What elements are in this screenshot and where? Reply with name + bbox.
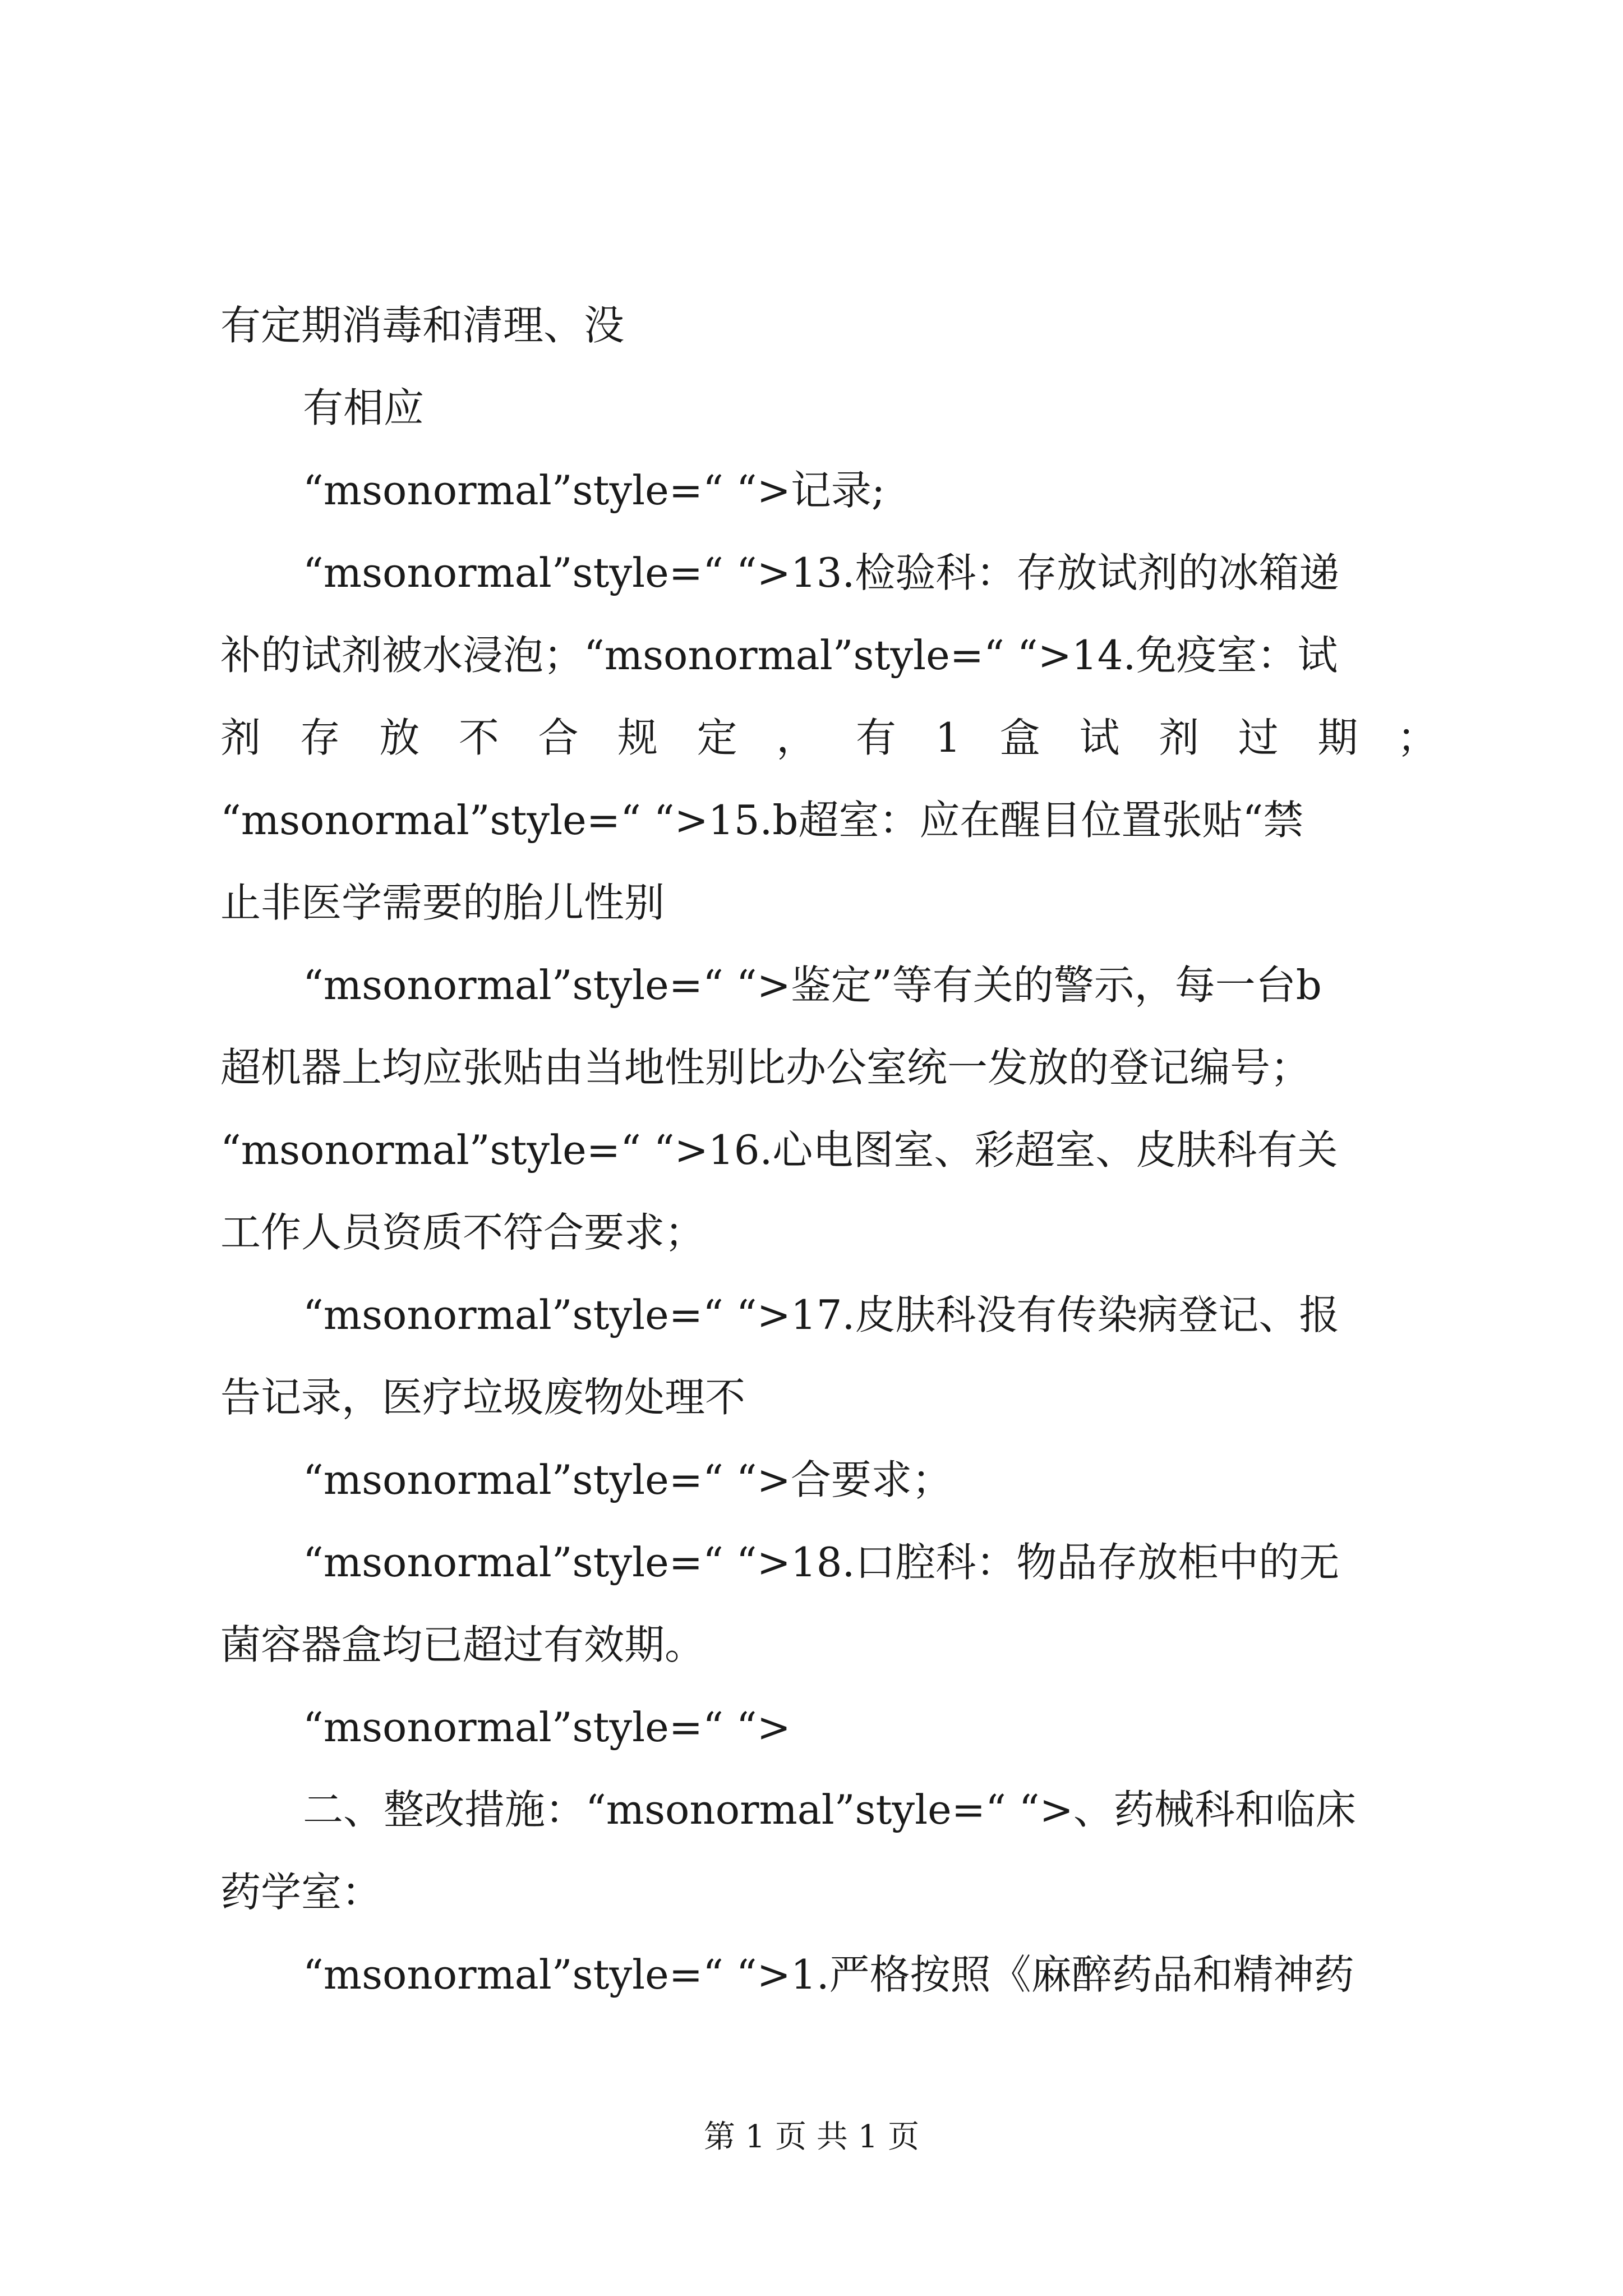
text-token: 过: [1238, 714, 1279, 761]
text-token: 规: [617, 714, 658, 761]
text-line: 止非医学需要的胎儿性别: [220, 879, 665, 926]
text-token: 1: [935, 714, 961, 761]
text-token: 盒: [999, 714, 1040, 761]
text-token: 不: [458, 714, 499, 761]
text-line: “msonormal”style=“ “>: [303, 1704, 791, 1751]
text-line: “msonormal”style=“ “>18.口腔科：物品存放柜中的无: [303, 1539, 1340, 1586]
text-line: “msonormal”style=“ “>16.心电图室、彩超室、皮肤科有关: [220, 1126, 1338, 1174]
text-line: 药学室：: [220, 1869, 382, 1916]
justified-text-line: [220, 710, 1437, 766]
text-token: ；: [1396, 714, 1437, 761]
text-token: 定: [697, 714, 737, 761]
text-line: 有定期消毒和清理、没: [220, 302, 625, 349]
text-line: “msonormal”style=“ “>1.严格按照《麻醉药品和精神药: [303, 1951, 1354, 1998]
text-token: ，: [776, 714, 817, 761]
text-line: 菌容器盒均已超过有效期。: [220, 1621, 706, 1668]
text-line: “msonormal”style=“ “>合要求；: [303, 1456, 952, 1503]
text-token: 放: [379, 714, 420, 761]
text-line: 二、整改措施：“msonormal”style=“ “>、药械科和临床: [303, 1786, 1356, 1833]
text-line: “msonormal”style=“ “>记录;: [303, 467, 886, 514]
text-line: 告记录，医疗垃圾废物处理不: [220, 1374, 746, 1421]
text-token: 试: [1079, 714, 1120, 761]
text-token: 合: [538, 714, 579, 761]
text-line: “msonormal”style=“ “>13.检验科：存放试剂的冰箱递: [303, 549, 1340, 596]
text-line: “msonormal”style=“ “>鉴定”等有关的警示，每一台b: [303, 961, 1322, 1009]
text-line: “msonormal”style=“ “>17.皮肤科没有传染病登记、报: [303, 1291, 1340, 1338]
text-line: “msonormal”style=“ “>15.b超室：应在醒目位置张贴“禁: [220, 797, 1304, 844]
text-token: 期: [1317, 714, 1358, 761]
text-line: 有相应: [303, 384, 425, 431]
text-token: 剂: [220, 714, 261, 761]
page-footer: 第 1 页 共 1 页: [703, 2119, 920, 2155]
text-token: 剂: [1159, 714, 1200, 761]
text-line: 补的试剂被水浸泡；“msonormal”style=“ “>14.免疫室：试: [220, 632, 1338, 679]
text-token: 存: [299, 714, 340, 761]
text-token: 有: [855, 714, 896, 761]
text-line: 超机器上均应张贴由当地性别比办公室统一发放的登记编号；: [220, 1044, 1311, 1091]
text-line: 工作人员资质不符合要求；: [220, 1209, 706, 1256]
